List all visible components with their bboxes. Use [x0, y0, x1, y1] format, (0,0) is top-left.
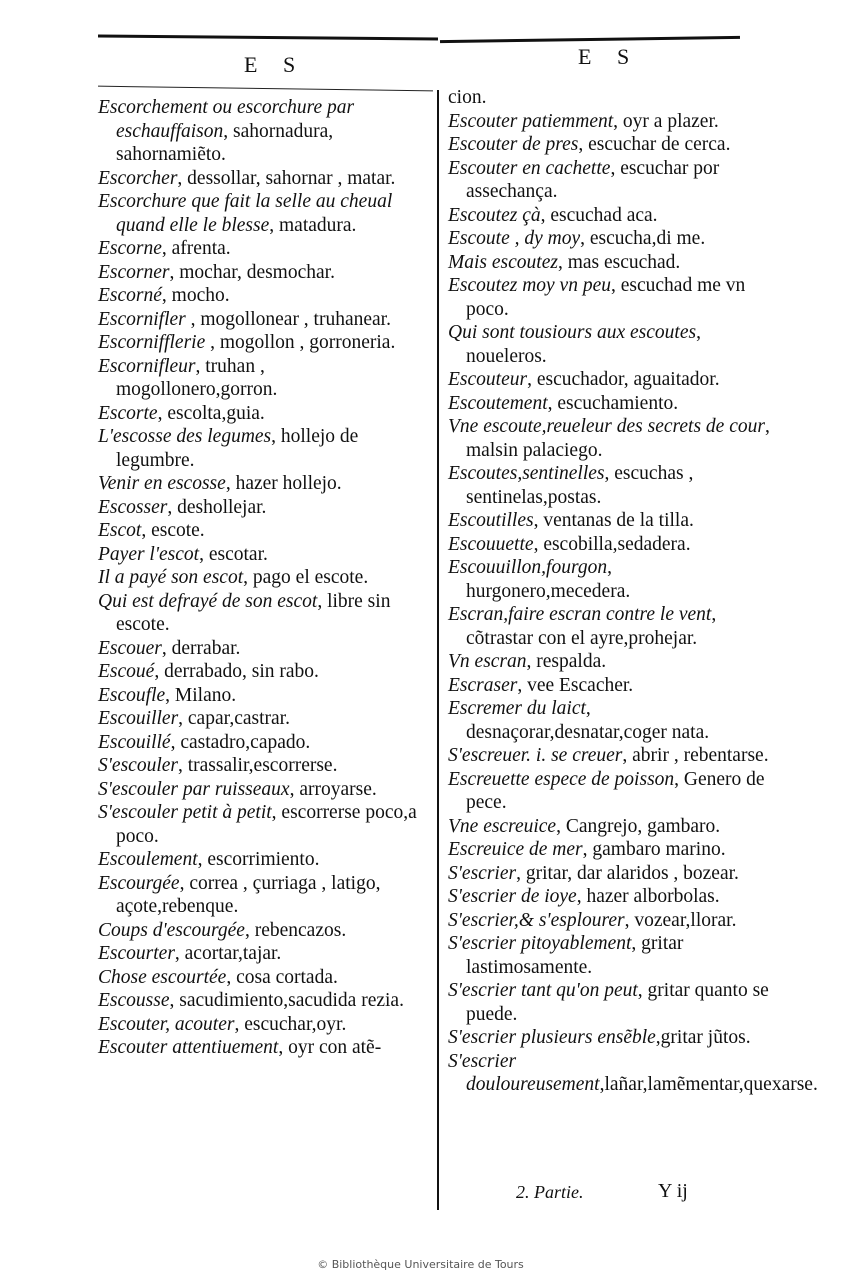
entry-translation: , sacudimiento,sacudida rezia.	[169, 990, 404, 1011]
dictionary-entry	[98, 425, 428, 472]
entry-translation: , rebencazos.	[244, 919, 347, 941]
dictionary-entry	[448, 1026, 773, 1050]
entry-translation: , pago el escote.	[243, 567, 369, 588]
entry-headword: Escremer du laict	[448, 698, 586, 719]
entry-translation: , gritar, dar alaridos , bozear.	[516, 862, 739, 884]
entry-translation: , escuchador, aguaitador.	[527, 369, 720, 390]
entry-headword: Escouer	[98, 637, 162, 659]
entry-translation: , malsin palaciego.	[466, 416, 770, 461]
entry-translation: , escucha,di me.	[580, 228, 706, 249]
entry-translation: , derrabar.	[161, 637, 241, 659]
entry-translation: , castadro,capado.	[170, 731, 311, 753]
entry-translation: cion.	[448, 87, 487, 108]
running-head-right: E S	[578, 44, 640, 69]
entry-headword: Escouteur	[448, 369, 528, 390]
entry-headword: Escornifler	[98, 308, 186, 330]
dictionary-entry	[448, 556, 773, 603]
dictionary-entry	[98, 96, 428, 167]
entry-headword: Escreuice de mer	[448, 839, 583, 860]
dictionary-entry	[98, 707, 428, 731]
entry-headword: S'escouler petit à petit	[98, 802, 272, 823]
entry-headword: Escouter en cachette	[448, 157, 611, 179]
entry-headword: Il a payé son escot	[98, 567, 244, 588]
dictionary-entry	[448, 744, 773, 768]
entry-translation: , escolta,guia.	[157, 402, 265, 424]
entry-translation: , sahornadura, sahornamiẽto.	[116, 120, 334, 165]
dictionary-entry	[98, 872, 428, 919]
entry-headword: Escot	[98, 520, 142, 541]
copyright-notice: © Bibliothèque Universitaire de Tours	[317, 1258, 524, 1271]
entry-translation: , arroyarse.	[289, 778, 377, 800]
entry-headword: Escoutilles	[448, 510, 534, 531]
signature-mark: Y ij	[658, 1180, 688, 1202]
entry-translation: , hurgonero,mecedera.	[466, 557, 631, 602]
entry-headword: Escouiller	[98, 708, 179, 729]
entry-translation: , acortar,tajar.	[174, 943, 282, 964]
entry-headword: S'escrier de ioye	[448, 886, 577, 907]
entry-translation: , escuchad me vn poco.	[466, 275, 746, 320]
dictionary-entry	[448, 274, 773, 321]
dictionary-entry	[98, 848, 428, 872]
entry-translation: , gritar quanto se puede.	[466, 980, 769, 1025]
header-rule-left	[98, 35, 438, 41]
entry-translation: , escuchar por assechança.	[466, 157, 720, 202]
entry-headword: Escorné	[98, 285, 162, 306]
entry-headword: Escouter, acouter	[98, 1013, 235, 1035]
entry-headword: Escourter	[98, 943, 175, 964]
entry-headword: Escoutement	[448, 392, 548, 414]
entry-translation: , oyr a plazer.	[613, 110, 719, 132]
dictionary-entry	[448, 321, 773, 368]
entry-translation: , noueleros.	[466, 322, 701, 367]
entry-translation: , escobilla,sedadera.	[533, 533, 691, 555]
entry-translation: , truhan , mogollonero,gorron.	[116, 355, 278, 400]
entry-translation: , mas escuchad.	[557, 251, 681, 273]
dictionary-entry	[98, 566, 428, 590]
entry-translation: , mogollonear , truhanear.	[185, 308, 391, 330]
entry-headword: Escorcher	[98, 167, 178, 189]
entry-headword: Escouter attentiuement	[98, 1037, 279, 1058]
entry-headword: Escoulement	[98, 849, 198, 870]
dictionary-entry	[98, 543, 428, 567]
dictionary-entry	[448, 862, 773, 886]
entry-headword: Escornifflerie	[98, 332, 206, 353]
entry-translation: , Genero de pece.	[466, 768, 765, 813]
entry-headword: Escouuette	[448, 533, 534, 555]
dictionary-entry	[448, 227, 773, 251]
dictionary-entry	[98, 754, 428, 778]
entry-translation: , hollejo de legumbre.	[116, 426, 359, 471]
entry-headword: S'escrier douloureusement	[448, 1050, 600, 1095]
entry-headword: Escran,faire escran contre le vent	[448, 604, 712, 625]
entry-translation: , Milano.	[165, 684, 237, 706]
entry-translation: , escotar.	[199, 543, 268, 565]
entry-headword: Escoutes,sentinelles	[448, 463, 605, 484]
entry-headword: S'escrier tant qu'on peut	[448, 980, 638, 1001]
right-column	[448, 86, 818, 1097]
entry-translation: , escuchad aca.	[540, 204, 658, 226]
entry-headword: Escoute , dy moy	[448, 228, 581, 249]
entry-translation: , hazer hollejo.	[225, 473, 342, 494]
dictionary-entry	[98, 496, 428, 520]
dictionary-entry	[98, 590, 428, 637]
entry-headword: Qui sont tousiours aux escoutes	[448, 322, 697, 343]
entry-translation: , libre sin escote.	[116, 590, 391, 635]
dictionary-entry	[98, 660, 428, 684]
dictionary-entry	[98, 402, 428, 426]
dictionary-entry	[448, 368, 773, 392]
entry-headword: Escouter de pres	[448, 134, 579, 155]
dictionary-entry	[448, 674, 773, 698]
dictionary-entry	[448, 415, 773, 462]
entry-translation: ,gritar jũtos.	[655, 1027, 751, 1048]
left-column	[98, 96, 428, 1060]
dictionary-entry	[448, 650, 773, 674]
dictionary-entry	[98, 778, 428, 802]
dictionary-entry	[98, 731, 428, 755]
column-divider	[437, 90, 439, 1210]
entry-translation: , escuchamiento.	[547, 392, 679, 414]
entry-headword: Escorchure que fait la selle au cheual quand elle le blesse	[98, 191, 393, 236]
dictionary-entry	[448, 86, 773, 110]
dictionary-entry	[98, 190, 428, 237]
dictionary-entry	[448, 697, 773, 744]
entry-translation: , escuchar de cerca.	[578, 134, 731, 155]
dictionary-entry	[448, 768, 773, 815]
entry-translation: , abrir , rebentarse.	[622, 745, 769, 766]
dictionary-entry	[448, 979, 773, 1026]
dictionary-entry	[98, 284, 428, 308]
header-rule-right	[440, 36, 740, 43]
entry-headword: L'escosse des legumes	[98, 426, 272, 447]
entry-translation: , desnaçorar,desnatar,coger nata.	[466, 698, 710, 743]
entry-translation: , escuchas , sentinelas,postas.	[466, 463, 694, 508]
entry-headword: S'escrier plusieurs ensẽble	[448, 1027, 656, 1048]
entry-translation: , cosa cortada.	[226, 966, 338, 988]
dictionary-entry	[448, 603, 773, 650]
dictionary-entry	[448, 815, 773, 839]
dictionary-entry	[98, 966, 428, 990]
entry-headword: Escouillé	[98, 731, 171, 753]
entry-translation: , vee Escacher.	[517, 674, 634, 696]
entry-translation: , ventanas de la tilla.	[533, 510, 694, 531]
entry-translation: , escuchar,oyr.	[234, 1013, 347, 1035]
entry-headword: Vne escoute,reueleur des secrets de cour	[448, 416, 765, 437]
dictionary-entry	[98, 308, 428, 332]
entry-headword: Escoutez moy vn peu	[448, 275, 611, 296]
entry-translation: , Cangrejo, gambaro.	[556, 815, 721, 837]
running-head-left: E S	[244, 52, 306, 77]
entry-headword: Escousse	[98, 990, 170, 1011]
dictionary-entry	[448, 885, 773, 909]
entry-translation: , deshollejar.	[167, 496, 267, 518]
entry-translation: , oyr con atẽ-	[278, 1037, 382, 1058]
entry-translation: , gritar lastimosamente.	[466, 933, 684, 978]
entry-translation: , respalda.	[526, 651, 607, 672]
dictionary-entry	[98, 1036, 428, 1060]
dictionary-entry	[448, 838, 773, 862]
entry-translation: , vozear,llorar.	[624, 909, 737, 931]
entry-translation: , mocho.	[161, 285, 230, 306]
entry-headword: Escourgée	[98, 872, 180, 894]
entry-headword: Escorner	[98, 261, 170, 283]
dictionary-entry	[448, 909, 773, 933]
entry-translation: , hazer alborbolas.	[576, 886, 720, 907]
entry-headword: Escorne	[98, 238, 162, 259]
dictionary-entry	[98, 331, 428, 355]
entry-translation: , capar,castrar.	[178, 708, 290, 729]
entry-headword: Escraser	[448, 674, 518, 696]
dictionary-entry	[448, 392, 773, 416]
entry-headword: S'escrier pitoyablement	[448, 933, 632, 954]
entry-headword: Vne escreuice	[448, 815, 557, 837]
dictionary-entry	[98, 261, 428, 285]
signature-text: 2. Partie.	[516, 1182, 584, 1202]
entry-translation: , dessollar, sahornar , matar.	[177, 167, 396, 189]
entry-headword: Venir en escosse	[98, 473, 226, 494]
dictionary-entry	[98, 801, 428, 848]
entry-translation: , escorrerse poco,a poco.	[116, 802, 417, 847]
entry-translation: , afrenta.	[161, 238, 231, 259]
dictionary-entry	[448, 509, 773, 533]
dictionary-entry	[448, 1050, 818, 1097]
dictionary-entry	[98, 472, 428, 496]
entry-headword: Escreuette espece de poisson	[448, 768, 675, 790]
entry-headword: S'escouler	[98, 755, 178, 776]
entry-translation: , escote.	[141, 520, 205, 541]
entry-translation: , matadura.	[269, 214, 357, 236]
entry-headword: Escoué	[98, 661, 155, 682]
entry-translation: , correa , çurriaga , latigo, açote,rebenque.	[116, 872, 381, 917]
entry-translation: , mogollon , gorroneria.	[205, 332, 396, 353]
dictionary-entry	[98, 1013, 428, 1037]
entry-translation: , mochar, desmochar.	[169, 261, 335, 283]
dictionary-entry	[448, 533, 773, 557]
entry-headword: Escosser	[98, 496, 168, 518]
entry-headword: Escoufle	[98, 684, 166, 706]
dictionary-entry	[98, 637, 428, 661]
header-underline	[98, 86, 433, 92]
entry-headword: Escorte	[98, 402, 158, 424]
dictionary-entry	[98, 237, 428, 261]
entry-headword: S'escrier	[448, 862, 517, 884]
dictionary-entry	[98, 942, 428, 966]
dictionary-entry	[98, 684, 428, 708]
dictionary-entry	[448, 110, 773, 134]
dictionary-entry	[448, 462, 773, 509]
entry-headword: Escouter patiemment	[448, 110, 614, 132]
entry-translation: , escorrimiento.	[197, 849, 320, 870]
entry-translation: , gambaro marino.	[582, 839, 726, 860]
entry-translation: , cõtrastar con el ayre,prohejar.	[466, 604, 717, 649]
dictionary-entry	[448, 932, 773, 979]
entry-translation: , trassalir,escorrerse.	[177, 755, 338, 776]
entry-headword: S'escouler par ruisseaux	[98, 778, 290, 800]
dictionary-entry	[98, 919, 428, 943]
dictionary-entry	[448, 251, 773, 275]
entry-headword: Payer l'escot	[98, 543, 200, 565]
dictionary-entry	[98, 167, 428, 191]
entry-headword: Qui est defrayé de son escot	[98, 590, 318, 612]
entry-headword: Escornifleur	[98, 355, 196, 377]
entry-translation: ,lañar,lamẽmentar,quexarse.	[599, 1074, 818, 1095]
dictionary-entry	[448, 157, 773, 204]
entry-headword: Coups d'escourgée	[98, 919, 245, 941]
entry-headword: Mais escoutez	[448, 251, 558, 273]
entry-headword: S'escrier,& s'esplourer	[448, 909, 625, 931]
entry-headword: Escouuillon,fourgon	[448, 557, 608, 578]
entry-headword: Chose escourtée	[98, 966, 227, 988]
entry-headword: Vn escran	[448, 651, 527, 672]
dictionary-entry	[448, 133, 773, 157]
entry-headword: S'escreuer. i. se creuer	[448, 745, 623, 766]
dictionary-entry	[98, 355, 428, 402]
entry-translation: , derrabado, sin rabo.	[154, 661, 319, 682]
dictionary-entry	[98, 519, 428, 543]
dictionary-entry	[448, 204, 773, 228]
dictionary-entry	[98, 989, 428, 1013]
entry-headword: Escorchement ou escorchure par eschauffaison	[98, 97, 355, 142]
entry-headword: Escoutez çà	[448, 204, 541, 226]
